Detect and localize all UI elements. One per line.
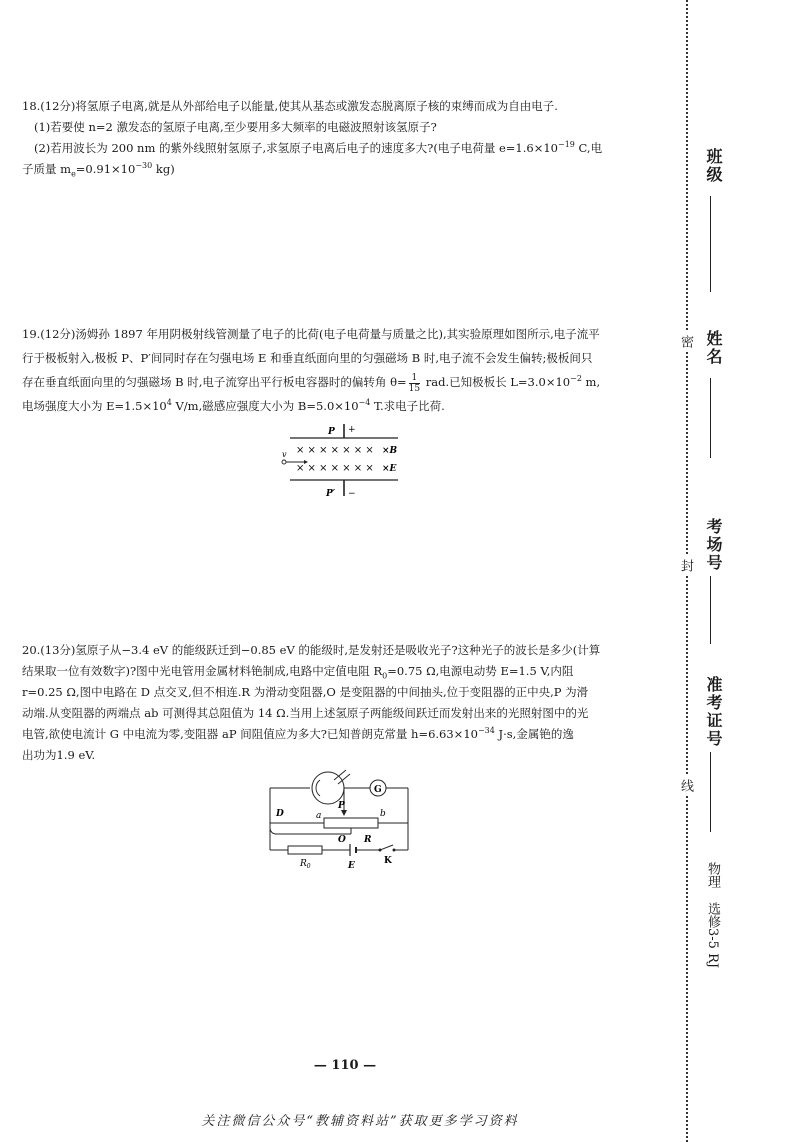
label-minus: − [348, 489, 356, 499]
switch-contact-2 [393, 849, 396, 852]
q20-line3: r=0.25 Ω,图中电路在 D 点交叉,但不相连.R 为滑动变阻器,O 是变阻器的中间抽头,位于变阻器的正中央,P 为滑 [22, 685, 589, 699]
q19-capacitor-figure [276, 420, 406, 502]
label-r0: $R_0$ [300, 859, 311, 870]
room-line [710, 576, 711, 644]
label-e: E [348, 861, 355, 871]
label-e: ×E [382, 464, 397, 474]
q20-line5: 电管,欲使电流计 G 中电流为零,变阻器 aP 间阻值应为多大?已知普朗克常量 $h=6.63\times 10^{-34}$ J·s,金属铯的逸 [22, 726, 574, 741]
edition-label: 选修3-5 RJ [705, 902, 720, 969]
wire-o-cross-d [270, 828, 351, 834]
q19-line4: 电场强度大小为 $E=1.5\times 10^4$ V/m,磁感应强度大小为 $B=5.0\times 10^{-4}$ T.求电子比荷. [22, 398, 445, 413]
ticket-line [710, 752, 711, 832]
theta-fraction: $\frac{1}{15}$ [408, 372, 421, 394]
subject-label: 物理 [705, 862, 720, 888]
resistor-r0 [288, 846, 322, 854]
q20-line1: 20.(13分)氢原子从−3.4 eV 的能级跃迁到−0.85 eV 的能级时,是发射还是吸收光子?这种光子的波长是多少(计算 [22, 643, 601, 657]
q19-line2: 行于极板射入,极板 P、P′间同时存在匀强电场 E 和垂直纸面向里的匀强磁场 B 时,电子流不会发生偏转;极板间只 [22, 351, 593, 365]
q18-stem: 18.(12分)将氢原子电离,就是从外部给电子以能量,使其从基态或激发态脱离原子核的束缚而成为自由电子. [22, 99, 558, 113]
q18-part1: (1)若要使 n=2 激发态的氢原子电离,至少要用多大频率的电磁波照射该氢原子? [34, 120, 437, 134]
q19-line1: 19.(12分)汤姆孙 1897 年用阴极射线管测量了电子的比荷(电子电荷量与质量之比),其实验原理如图所示,电子流平 [22, 327, 600, 341]
label-g: G [374, 785, 382, 795]
phototube [312, 772, 344, 804]
seal-mark-feng: 封 [676, 556, 695, 575]
crosses-row-2: × × × × × × × [296, 463, 374, 474]
label-p: P [328, 427, 335, 437]
seal-mark-xian: 线 [676, 776, 695, 795]
switch-lever [380, 845, 393, 850]
q18-part2-cont: 子质量 $m_e=0.91\times 10^{-30}$ kg) [22, 161, 175, 179]
q18-part2: (2)若用波长为 200 nm 的紫外线照射氢原子,求氢原子电离后电子的速度多大?(电子电荷量 $e=1.6\times 10^{-19}$ C,电 [34, 140, 603, 155]
q19-line3: 存在垂直纸面向里的匀强磁场 B 时,电子流穿出平行板电容器时的偏转角 θ= $\frac{1}{15}$ rad.已知极板长 $L=3.0\times 10^{-2}$ m, [22, 372, 601, 394]
seal-mark-mi: 密 [676, 332, 695, 351]
name-label: 姓名 [704, 330, 723, 366]
page-number: — 110 — [313, 1058, 377, 1073]
q20-line6: 出功为1.9 eV. [22, 748, 96, 762]
electron-source [282, 460, 286, 464]
question-19 [22, 322, 670, 418]
class-label: 班级 [704, 148, 723, 184]
question-18 [22, 96, 670, 180]
label-b: b [380, 809, 386, 819]
label-p-prime: P′ [326, 489, 336, 499]
label-p: P [338, 801, 345, 811]
label-b: ×B [382, 446, 398, 456]
subject-info [703, 862, 722, 978]
room-label: 考场号 [704, 518, 723, 572]
cathode-arc [316, 780, 320, 796]
rheostat-r [324, 818, 378, 828]
ticket-label: 准考证号 [704, 676, 723, 748]
question-20 [22, 640, 670, 766]
label-o: O [338, 835, 346, 845]
label-plus: + [348, 425, 356, 435]
label-k: K [384, 856, 392, 866]
crosses-row-1: × × × × × × × [296, 445, 374, 456]
q20-circuit-figure [258, 768, 430, 878]
q20-line4: 动端.从变阻器的两端点 ab 可测得其总阻值为 14 Ω.当用上述氢原子两能级间跃迁而发射出来的光照射图中的光 [22, 706, 589, 720]
label-d: D [276, 809, 284, 819]
q20-line2: 结果取一位有效数字)?图中光电管用金属材料铯制成,电路中定值电阻 $R_0=0.75$ Ω,电源电动势 E=1.5 V,内阻 [22, 664, 574, 681]
class-line [710, 196, 711, 292]
name-line [710, 378, 711, 458]
label-v: v [282, 450, 287, 459]
label-a: a [316, 811, 322, 821]
label-r: R [364, 835, 372, 845]
footer-note: 关注微信公众号“教辅资料站”获取更多学习资料 [201, 1114, 519, 1129]
